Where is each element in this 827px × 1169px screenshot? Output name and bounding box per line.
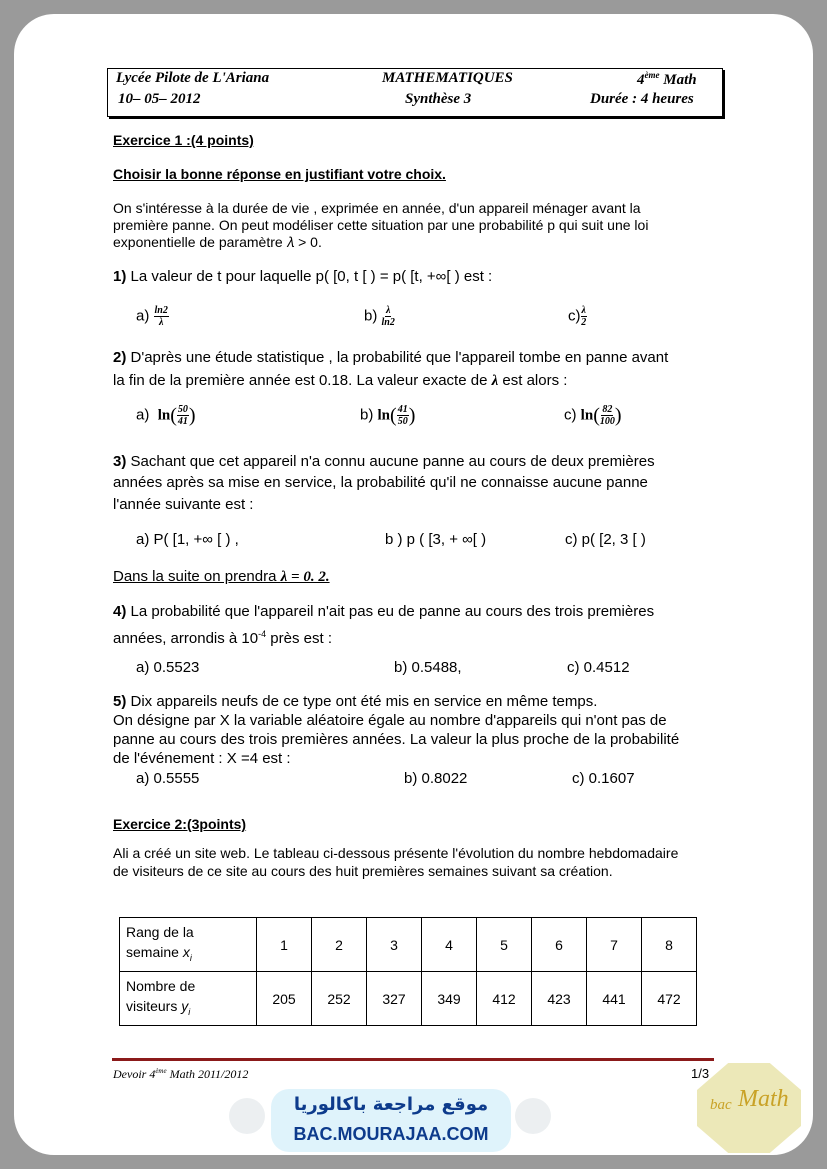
table-cell: 3 — [367, 918, 422, 972]
q2-option-a: a) ln( $\frac{50}{41}$ ) — [136, 404, 196, 427]
question-2-line-1: 2) D'après une étude statistique , la probabilité que l'appareil tombe en panne avant — [113, 349, 669, 366]
exam-date: 10– 05– 2012 — [118, 91, 201, 107]
footer-left: Devoir 4ème Math 2011/2012 — [113, 1067, 249, 1081]
school-name: Lycée Pilote de L'Ariana — [116, 70, 270, 86]
table-cell: 205 — [257, 972, 312, 1026]
table-cell: 472 — [642, 972, 697, 1026]
intro-line-2: première panne. On peut modéliser cette situation par une probabilité p qui suit une loi — [113, 217, 649, 233]
table-row — [120, 918, 697, 972]
q1-option-b: b) $\frac{\lambda}{\ln 2}$ — [364, 305, 395, 328]
table-cell: 8 — [642, 918, 697, 972]
subject: MATHEMATIQUES — [382, 70, 513, 86]
q3-option-c: c) p( [2, 3 [ ) — [565, 531, 646, 548]
table-row — [120, 972, 697, 1026]
intro-line-1: On s'intéresse à la durée de vie , exprimée en année, d'un appareil ménager avant la — [113, 200, 641, 216]
exercise1-instruction: Choisir la bonne réponse en justifiant votre choix. — [113, 166, 446, 182]
footer-divider — [112, 1058, 714, 1061]
lambda-note: Dans la suite on prendra λ = 0. 2. — [113, 568, 330, 585]
logo-bac-text: bac — [710, 1097, 732, 1113]
q5-option-b: b) 0.8022 — [404, 770, 468, 787]
table-cell: 2 — [312, 918, 367, 972]
intro-line-3: exponentielle de paramètre 𝜆 > 0. — [113, 234, 322, 250]
exercise2-intro-2: de visiteurs de ce site au cours des huit premières semaines suivant sa création. — [113, 863, 613, 879]
exercise1-title: Exercice 1 :(4 points) — [113, 132, 254, 148]
q1-option-c: c) $\frac{\lambda}{2}$ — [568, 305, 587, 328]
table-cell: 1 — [257, 918, 312, 972]
banner-arabic[interactable]: موقع مراجعة باكالوريا — [293, 1094, 489, 1115]
page-number: 1/3 — [691, 1066, 710, 1081]
q4-option-a: a) 0.5523 — [136, 659, 200, 676]
table-cell: 4 — [422, 918, 477, 972]
table-cell: 252 — [312, 972, 367, 1026]
test-name: Synthèse 3 — [405, 91, 472, 107]
table-cell: 327 — [367, 972, 422, 1026]
duration: Durée : 4 heures — [590, 91, 694, 107]
question-4-line-2: années, arrondis à $10^{-4}$ près est : — [113, 629, 332, 647]
row-header-rank: Rang de la semaine $x_i$ — [120, 918, 257, 972]
question-2-line-2: la fin de la première année est 0.18. La valeur exacte de λ est alors : — [113, 372, 568, 389]
q5-option-a: a) 0.5555 — [136, 770, 200, 787]
logo-math-text: Math — [738, 1086, 789, 1112]
school-logo-icon — [515, 1098, 551, 1134]
q1-option-a: a) $\frac{\ln 2}{\lambda}$ — [136, 305, 168, 328]
question-3-line-3: l'année suivante est : — [113, 496, 254, 513]
question-5-line-3: panne au cours des trois premières années. La valeur la plus proche de la probabilité — [113, 731, 680, 748]
q4-option-b: b) 0.5488, — [394, 659, 462, 676]
question-5-line-2: On désigne par X la variable aléatoire égale au nombre d'appareils qui n'ont pas de — [113, 712, 667, 729]
table-cell: 349 — [422, 972, 477, 1026]
q3-option-a: a) P( [1, +∞ [ ) , — [136, 531, 239, 548]
visitors-table — [119, 917, 697, 1026]
question-1: 1) La valeur de t pour laquelle p( [0, t [ ) = p( [t, +∞[ ) est : — [113, 268, 493, 285]
table-cell: 412 — [477, 972, 532, 1026]
table-cell: 5 — [477, 918, 532, 972]
question-5-line-1: 5) Dix appareils neufs de ce type ont été mis en service en même temps. — [113, 693, 598, 710]
class-level: 4ème Math — [637, 70, 697, 88]
row-header-visitors: Nombre de visiteurs $y_i$ — [120, 972, 257, 1026]
table-cell: 423 — [532, 972, 587, 1026]
question-3-line-1: 3) Sachant que cet appareil n'a connu aucune panne au cours de deux premières — [113, 453, 655, 470]
table-cell: 7 — [587, 918, 642, 972]
banner-url[interactable]: BAC.MOURAJAA.COM — [293, 1124, 489, 1144]
school-logo-icon — [229, 1098, 265, 1134]
q4-option-c: c) 0.4512 — [567, 659, 630, 676]
q2-option-b: b) ln( $\frac{41}{50}$ ) — [360, 404, 416, 427]
question-3-line-2: années après sa mise en service, la probabilité qu'il ne connaisse aucune panne — [113, 474, 648, 491]
exercise2-title: Exercice 2:(3points) — [113, 816, 247, 832]
q2-option-c: c) ln( $\frac{82}{100}$ ) — [564, 404, 622, 427]
q3-option-b: b ) p ( [3, + ∞[ ) — [385, 531, 487, 548]
question-5-line-4: de l'événement : X =4 est : — [113, 750, 291, 767]
q5-option-c: c) 0.1607 — [572, 770, 635, 787]
question-4-line-1: 4) La probabilité que l'appareil n'ait pas eu de panne au cours des trois premières — [113, 603, 655, 620]
table-cell: 6 — [532, 918, 587, 972]
table-cell: 441 — [587, 972, 642, 1026]
exercise2-intro-1: Ali a créé un site web. Le tableau ci-dessous présente l'évolution du nombre hebdomadaire — [113, 845, 679, 861]
